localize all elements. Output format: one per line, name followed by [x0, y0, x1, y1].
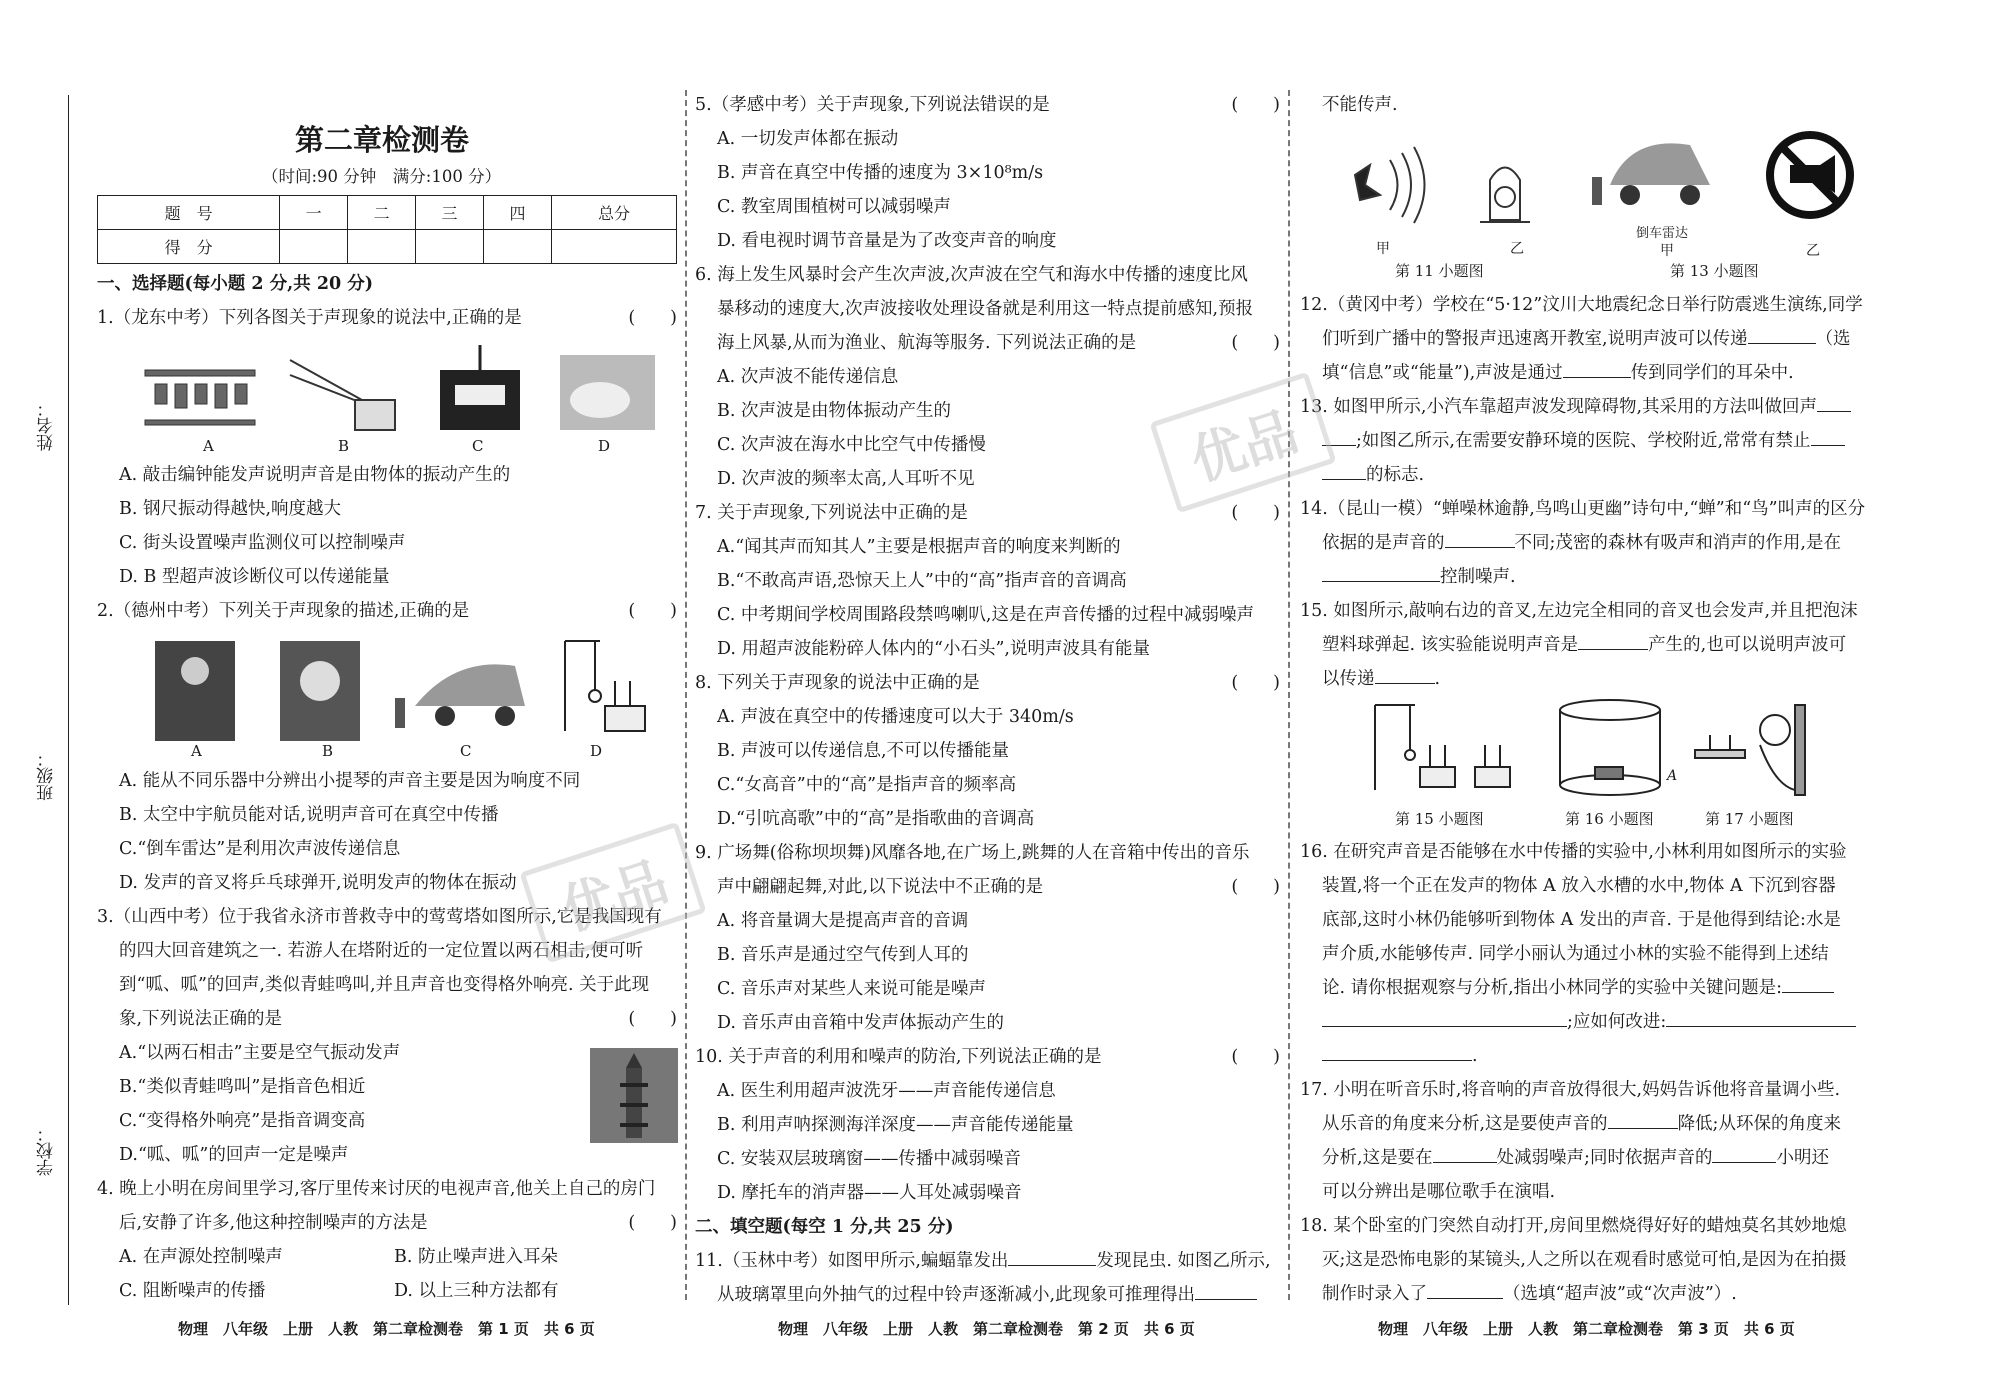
question-14-line: 14.（昆山一模）“蝉噪林逾静,鸟鸣山更幽”诗句中,“蝉”和“鸟”叫声的区分 — [1300, 499, 1866, 519]
option[interactable]: B. 声波可以传递信息,不可以传播能量 — [717, 741, 1010, 761]
question-text: . — [1472, 1046, 1478, 1066]
option-row — [97, 1274, 677, 1308]
option[interactable]: A. 在声源处控制噪声 — [119, 1247, 283, 1267]
score-table-cell: 一 — [280, 196, 348, 230]
name-label: 姓名： — [37, 400, 57, 451]
option[interactable]: A. 一切发声体都在振动 — [717, 129, 899, 149]
option[interactable]: C. 音乐声对某些人来说可能是噪声 — [717, 979, 986, 999]
score-table-cell: 得 分 — [98, 230, 280, 264]
question-text: 8. 下列关于声现象的说法中正确的是 — [695, 673, 980, 693]
score-table-row — [98, 230, 677, 264]
question-14-line — [1300, 560, 1880, 594]
class-label: 班级： — [37, 750, 57, 801]
question-16-line — [1300, 971, 1880, 1005]
option[interactable]: B.“类似青蛙鸣叫”是指音色相近 — [119, 1077, 366, 1097]
question-text: 处减弱噪声;同时依据声音的 — [1496, 1148, 1713, 1168]
question-text: 海上风暴,从而为渔业、航海等服务. 下列说法正确的是 — [717, 333, 1137, 353]
answer-blank[interactable] — [1322, 1026, 1567, 1027]
answer-blank[interactable] — [1782, 992, 1834, 993]
ruler-illustration — [290, 360, 395, 430]
option[interactable]: A. 能从不同乐器中分辨出小提琴的声音主要是因为响度不同 — [119, 771, 581, 791]
question-18-line — [1300, 1277, 1880, 1311]
section-heading: 二、填空题(每空 1 分,共 25 分) — [695, 1217, 954, 1237]
question-16-line: 声介质,水能够传声. 同学小丽认为通过小林的实验不能得到上述结 — [1322, 944, 1829, 964]
question-text: 分析,这是要在 — [1322, 1148, 1433, 1168]
tuning-fork-pair-illustration — [1375, 705, 1510, 790]
question-text: 制作时录入了 — [1322, 1284, 1427, 1304]
answer-paren[interactable]: ( ) — [628, 1009, 677, 1029]
option[interactable]: D. 次声波的频率太高,人耳听不见 — [717, 469, 975, 489]
page-footer: 物理 八年级 上册 人教 第二章检测卷 第 2 页 共 6 页 — [778, 1320, 1195, 1338]
answer-blank[interactable] — [1748, 343, 1816, 344]
answer-blank[interactable] — [1811, 445, 1845, 446]
option[interactable]: D.“引吭高歌”中的“高”是指歌曲的音调高 — [717, 809, 1035, 829]
page-subtitle: （时间:90 分钟 满分:100 分） — [262, 167, 502, 186]
column-separator — [685, 90, 687, 1300]
option[interactable]: A. 声波在真空中的传播速度可以大于 340m/s — [717, 707, 1074, 727]
bell-jar-illustration — [1480, 168, 1530, 223]
question-text: 传到同学们的耳朵中. — [1630, 363, 1794, 383]
answer-blank[interactable] — [1195, 1299, 1257, 1300]
option[interactable]: B. 声音在真空中传播的速度为 3×10⁸m/s — [717, 163, 1044, 183]
score-table — [97, 195, 677, 264]
tuning-fork-illustration — [565, 641, 645, 731]
watermark: 优品 — [1149, 372, 1336, 514]
answer-paren[interactable]: ( ) — [1231, 877, 1280, 897]
no-horn-sign-icon — [1770, 135, 1850, 215]
fig-label: C — [460, 742, 472, 760]
question-6-line — [695, 326, 1280, 360]
option[interactable]: A.“闻其声而知其人”主要是根据声音的响度来判断的 — [717, 537, 1121, 557]
score-table-cell[interactable] — [551, 230, 676, 264]
column-3-bottom — [1300, 835, 1880, 1311]
question-text: 2.（德州中考）下列关于声现象的描述,正确的是 — [97, 601, 470, 621]
question-12-line — [1300, 356, 1880, 390]
score-table-cell: 二 — [348, 196, 416, 230]
question-18-line: 18. 某个卧室的门突然自动打开,房间里燃烧得好好的蜡烛莫名其妙地熄 — [1300, 1216, 1847, 1236]
column-3-top — [1300, 88, 1880, 122]
question-12-line: 12.（黄冈中考）学校在“5·12”汶川大地震纪念日举行防震逃生演练,同学 — [1300, 295, 1863, 315]
bianzhong-illustration — [145, 370, 255, 425]
option[interactable]: C. 阻断噪声的传播 — [119, 1281, 266, 1301]
option[interactable]: A.“以两石相击”主要是空气振动发声 — [119, 1043, 401, 1063]
column-3 — [1300, 288, 1880, 696]
option[interactable]: D. 发声的音叉将乒乓球弹开,说明发声的物体在振动 — [119, 873, 517, 893]
question-17-line: 可以分辨出是哪位歌手在演唱. — [1322, 1182, 1556, 1202]
fig11-13-images — [1330, 125, 1890, 255]
fig-label: D — [598, 437, 611, 455]
option[interactable]: D. 以上三种方法都有 — [394, 1281, 559, 1301]
answer-blank[interactable] — [1445, 547, 1515, 548]
answer-blank[interactable] — [1433, 1162, 1497, 1163]
question-16-line: 装置,将一个正在发声的物体 A 放入水槽的水中,物体 A 下沉到容器 — [1322, 876, 1836, 896]
answer-blank[interactable] — [1712, 1162, 1776, 1163]
car-radar-illustration — [395, 664, 525, 728]
fig-label: 倒车雷达 — [1636, 226, 1689, 241]
fig-caption: 第 13 小题图 — [1670, 262, 1759, 280]
fig-label: B — [338, 437, 350, 455]
question-17-line — [1300, 1141, 1880, 1175]
answer-paren[interactable]: ( ) — [628, 1213, 677, 1233]
question-text: ;如图乙所示,在需要安静环境的医院、学校附近,常常有禁止 — [1356, 431, 1811, 451]
question-text: 以传递 — [1322, 669, 1375, 689]
answer-blank[interactable] — [1608, 1128, 1678, 1129]
ultrasound-illustration — [560, 355, 655, 430]
option[interactable]: C. 次声波在海水中比空气中传播慢 — [717, 435, 986, 455]
question-4-line: 4. 晚上小明在房间里学习,客厅里传来讨厌的电视声音,他关上自己的房门 — [97, 1179, 656, 1199]
question-10 — [695, 1040, 1280, 1074]
question-11-line — [695, 1244, 1280, 1278]
fig-label: C — [472, 437, 484, 455]
option[interactable]: D. 用超声波能粉碎人体内的“小石头”,说明声波具有能量 — [717, 639, 1150, 659]
question-text: 象,下列说法正确的是 — [119, 1009, 283, 1029]
question-14-line — [1300, 526, 1880, 560]
question-text: 1.（龙东中考）下列各图关于声现象的说法中,正确的是 — [97, 308, 522, 328]
fig15-16-17-images — [1355, 695, 1915, 805]
question-18-line: 灭;这是恐怖电影的某镜头,人之所以在观看时感觉可怕,是因为在拍摄 — [1322, 1250, 1847, 1270]
question-text: 塑料球弹起. 该实验能说明声音是 — [1322, 635, 1579, 655]
fig-label: 甲 — [1376, 241, 1390, 257]
score-table-cell[interactable] — [483, 230, 551, 264]
question-4-line — [97, 1206, 677, 1240]
answer-paren[interactable]: ( ) — [1231, 95, 1280, 115]
question-13-line — [1300, 458, 1880, 492]
question-text: 11.（玉林中考）如图甲所示,蝙蝠靠发出 — [695, 1251, 1009, 1271]
option[interactable]: B. 钢尺振动得越快,响度越大 — [119, 499, 342, 519]
column-1-cont2 — [97, 764, 677, 1308]
question-15-line: 15. 如图所示,敲响右边的音叉,左边完全相同的音叉也会发声,并且把泡沫 — [1300, 601, 1858, 621]
fig-label: B — [322, 742, 334, 760]
option[interactable]: D. 音乐声由音箱中发声体振动产生的 — [717, 1013, 1005, 1033]
question-9-line: 9. 广场舞(俗称坝坝舞)风靡各地,在广场上,跳舞的人在音箱中传出的音乐 — [695, 843, 1250, 863]
question-text: 13. 如图甲所示,小汽车靠超声波发现障碍物,其采用的方法叫做回声 — [1300, 397, 1818, 417]
question-text: ;应如何改进: — [1567, 1012, 1667, 1032]
violinist-illustration — [155, 641, 235, 741]
fig-label: A — [203, 437, 214, 455]
question-text: 依据的是声音的 — [1322, 533, 1445, 553]
question-text: 填“信息”或“能量”),声波是通过 — [1322, 363, 1563, 383]
score-table-cell[interactable] — [348, 230, 416, 264]
option[interactable]: C.“女高音”中的“高”是指声音的频率高 — [717, 775, 1017, 795]
question-15-line — [1300, 662, 1880, 696]
option[interactable]: C. 安装双层玻璃窗——传播中减弱噪音 — [717, 1149, 1021, 1169]
question-text: 后,安静了许多,他这种控制噪声的方法是 — [119, 1213, 428, 1233]
score-table-cell: 三 — [416, 196, 484, 230]
question-6-line: 暴移动的速度大,次声波接收处理设备就是利用这一特点提前感知,预报 — [717, 299, 1254, 319]
answer-blank[interactable] — [1817, 411, 1851, 412]
score-table-cell[interactable] — [280, 230, 348, 264]
column-2 — [695, 88, 1280, 1312]
question-text: 不同;茂密的森林有吸声和消声的作用,是在 — [1514, 533, 1841, 553]
option[interactable]: C. 街头设置噪声监测仪可以控制噪声 — [119, 533, 406, 553]
option[interactable]: B. 利用声呐探测海洋深度——声音能传递能量 — [717, 1115, 1074, 1135]
school-label: 学校： — [37, 1125, 57, 1176]
answer-paren[interactable]: ( ) — [1231, 333, 1280, 353]
question-1 — [97, 301, 677, 335]
question-text: 发现昆虫. 如图乙所示, — [1096, 1251, 1271, 1271]
question-text: 降低;从环保的角度来 — [1677, 1114, 1841, 1134]
question-3-line — [97, 1002, 677, 1036]
option[interactable]: A. 将音量调大是提高声音的音调 — [717, 911, 969, 931]
question-text: 5.（孝感中考）关于声现象,下列说法错误的是 — [695, 95, 1050, 115]
q2-figures — [155, 636, 675, 746]
question-2 — [97, 594, 677, 628]
fig-label: 乙 — [1510, 241, 1524, 257]
car-radar-illustration-2 — [1592, 143, 1710, 205]
question-16-line: 底部,这时小林仍能够听到物体 A 发出的声音. 于是他得到结论:水是 — [1322, 910, 1841, 930]
option[interactable]: B.“不敢高声语,恐惊天上人”中的“高”指声音的音调高 — [717, 571, 1127, 591]
question-6-line: 6. 海上发生风暴时会产生次声波,次声波在空气和海水中传播的速度比风 — [695, 265, 1248, 285]
question-13-line — [1300, 424, 1880, 458]
noise-monitor-illustration — [440, 345, 520, 430]
fig-label: 甲 — [1660, 243, 1674, 259]
question-text: （选 — [1815, 329, 1851, 349]
fig-caption: 第 16 小题图 — [1565, 810, 1654, 828]
question-12-line — [1300, 322, 1880, 356]
option[interactable]: D. B 型超声波诊断仪可以传递能量 — [119, 567, 390, 587]
option[interactable]: B. 音乐声是通过空气传到人耳的 — [717, 945, 969, 965]
option-row — [97, 1240, 677, 1274]
score-table-cell: 总分 — [551, 196, 676, 230]
water-tank-illustration — [1560, 700, 1660, 795]
question-text: 从乐音的角度来分析,这是要使声音的 — [1322, 1114, 1608, 1134]
option[interactable]: B. 次声波是由物体振动产生的 — [717, 401, 951, 421]
option[interactable]: D. 看电视时调节音量是为了改变声音的响度 — [717, 231, 1057, 251]
question-text: （选填“超声波”或“次声波”）. — [1503, 1284, 1737, 1304]
fig-label: D — [590, 742, 603, 760]
question-text: 控制噪声. — [1440, 567, 1516, 587]
page-footer: 物理 八年级 上册 人教 第二章检测卷 第 3 页 共 6 页 — [1378, 1320, 1795, 1338]
question-text: 小明还 — [1776, 1148, 1829, 1168]
column-1-cont — [97, 458, 677, 628]
question-15-line — [1300, 628, 1880, 662]
answer-paren[interactable]: ( ) — [628, 308, 677, 328]
question-9-line — [695, 870, 1280, 904]
candle-scene-illustration — [1695, 705, 1805, 795]
fig-label: A — [1667, 768, 1678, 784]
question-text: 产生的,也可以说明声波可 — [1648, 635, 1847, 655]
option[interactable]: D.“呱、呱”的回声一定是噪声 — [119, 1145, 349, 1165]
astronaut-illustration — [280, 641, 360, 741]
column-1 — [97, 267, 677, 335]
score-table-row — [98, 196, 677, 230]
answer-blank[interactable] — [1322, 581, 1440, 582]
question-text: 论. 请你根据观察与分析,指出小林同学的实验中关键问题是: — [1322, 978, 1783, 998]
binding-line — [68, 95, 69, 1305]
option[interactable]: C. 教室周围植树可以减弱噪声 — [717, 197, 951, 217]
fig-caption: 第 11 小题图 — [1395, 262, 1484, 280]
option[interactable]: B. 太空中宇航员能对话,说明声音可在真空中传播 — [119, 805, 499, 825]
option[interactable]: A. 次声波不能传递信息 — [717, 367, 899, 387]
watermark: 优品 — [519, 822, 706, 964]
column-separator — [1288, 90, 1290, 1300]
answer-blank[interactable] — [1666, 1026, 1856, 1027]
question-17-line: 17. 小明在听音乐时,将音响的声音放得很大,妈妈告诉他将音量调小些. — [1300, 1080, 1841, 1100]
score-table-cell: 题 号 — [98, 196, 280, 230]
question-text: 们听到广播中的警报声迅速离开教室,说明声波可以传递 — [1322, 329, 1748, 349]
question-13-line — [1300, 390, 1880, 424]
answer-blank[interactable] — [1563, 377, 1631, 378]
option[interactable]: C.“变得格外响亮”是指音调变高 — [119, 1111, 366, 1131]
answer-paren[interactable]: ( ) — [628, 601, 677, 621]
fig-caption: 第 17 小题图 — [1705, 810, 1794, 828]
question-3-line: 3.（山西中考）位于我省永济市普救寺中的莺莺塔如图所示,它是我国现有 — [97, 907, 662, 927]
score-table-cell[interactable] — [416, 230, 484, 264]
option[interactable]: D. 摩托车的消声器——人耳处减弱噪音 — [717, 1183, 1022, 1203]
question-text: 的标志. — [1366, 465, 1425, 485]
section-heading: 一、选择题(每小题 2 分,共 20 分) — [97, 274, 374, 294]
question-11-line — [695, 1278, 1280, 1312]
question-16-line — [1300, 1005, 1880, 1039]
answer-blank[interactable] — [1578, 649, 1648, 650]
option[interactable]: A. 敲击编钟能发声说明声音是由物体的振动产生的 — [119, 465, 511, 485]
question-17-line — [1300, 1107, 1880, 1141]
answer-blank[interactable] — [1427, 1298, 1503, 1299]
answer-blank[interactable] — [1008, 1265, 1096, 1266]
question-text: 声中翩翩起舞,对此,以下说法中不正确的是 — [717, 877, 1044, 897]
option[interactable]: A. 医生利用超声波洗牙——声音能传递信息 — [717, 1081, 1056, 1101]
question-text: 10. 关于声音的利用和噪声的防治,下列说法正确的是 — [695, 1047, 1102, 1067]
fig-caption: 第 15 小题图 — [1395, 810, 1484, 828]
question-text: . — [1434, 669, 1441, 689]
q1-figures — [140, 340, 660, 440]
answer-paren[interactable]: ( ) — [1231, 673, 1280, 693]
option[interactable]: B. 防止噪声进入耳朵 — [394, 1247, 558, 1267]
bat-illustration — [1355, 147, 1425, 223]
answer-blank[interactable] — [1322, 479, 1366, 480]
pagoda-image — [590, 1048, 678, 1143]
question-11-cont: 不能传声. — [1322, 95, 1398, 115]
answer-paren[interactable]: ( ) — [1231, 1047, 1280, 1067]
answer-blank[interactable] — [1322, 1060, 1472, 1061]
question-text: 从玻璃罩里向外抽气的过程中铃声逐渐减小,此现象可推理得出 — [717, 1285, 1196, 1305]
option[interactable]: C.“倒车雷达”是利用次声波传递信息 — [119, 839, 401, 859]
question-8 — [695, 666, 1280, 700]
question-3-line: 到“呱、呱”的回声,类似青蛙鸣叫,并且声音也变得格外响亮. 关于此现 — [119, 975, 650, 995]
question-16-line — [1300, 1039, 1880, 1073]
answer-paren[interactable]: ( ) — [1231, 503, 1280, 523]
question-5 — [695, 88, 1280, 122]
question-16-line: 16. 在研究声音是否能够在水中传播的实验中,小林利用如图所示的实验 — [1300, 842, 1847, 862]
option[interactable]: C. 中考期间学校周围路段禁鸣喇叭,这是在声音传播的过程中减弱噪声 — [717, 605, 1254, 625]
score-table-cell: 四 — [483, 196, 551, 230]
question-3-line: 的四大回音建筑之一. 若游人在塔附近的一定位置以两石相击,便可听 — [119, 941, 644, 961]
answer-blank[interactable] — [1375, 683, 1435, 684]
page-title: 第二章检测卷 — [295, 123, 470, 157]
question-text: 7. 关于声现象,下列说法中正确的是 — [695, 503, 968, 523]
fig-label: 乙 — [1806, 243, 1820, 259]
fig-label: A — [191, 742, 202, 760]
page-footer: 物理 八年级 上册 人教 第二章检测卷 第 1 页 共 6 页 — [178, 1320, 595, 1338]
